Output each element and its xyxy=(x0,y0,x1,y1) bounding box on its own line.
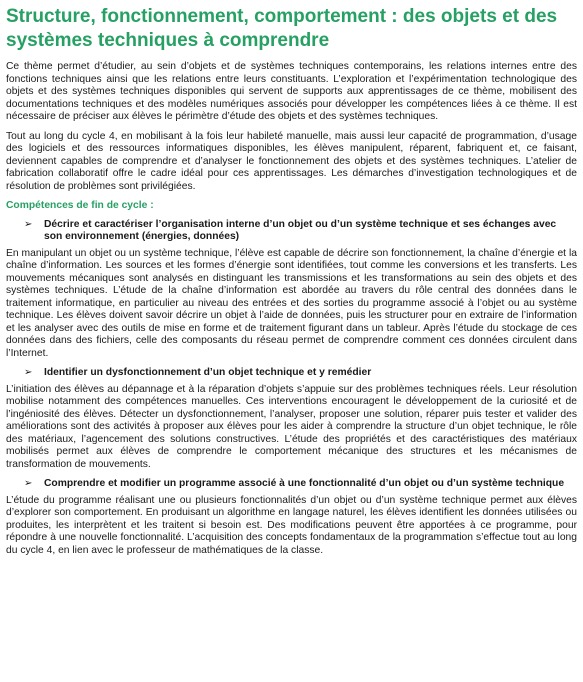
section-heading-3 xyxy=(6,478,577,491)
section-heading-text: Décrire et caractériser l’organisation interne d’un objet ou d’un système technique et ses échanges avec son environnement (énergies, données) xyxy=(44,218,557,242)
section-heading-2 xyxy=(6,367,577,380)
intro-paragraph-1: Ce thème permet d’étudier, au sein d’objets et de systèmes techniques contemporains, les relations internes entre des fonctions techniques ainsi que les relations entre leurs constituants. L’exploration et l’expérimentation technologique des objets et des systèmes techniques disponibles qui servent de supports aux apprentissages de ce thème, mobilisent des documentations techniques et des modèles numériques associés pour développer les compétences liées à ce thème. Il est nécessaire de préciser aux élèves le périmètre d’étude des objets et des systèmes techniques. xyxy=(6,61,577,122)
page-title: Structure, fonctionnement, comportement : des objets et des systèmes techniques à comprendre xyxy=(6,6,558,51)
arrow-bullet-icon: ➢ xyxy=(24,478,33,489)
intro-paragraph-2: Tout au long du cycle 4, en mobilisant à la fois leur habileté manuelle, mais aussi leur capacité de programmation, d’usage des logiciels et des ressources informatiques disponibles, les élèves manipulent, réparent, fabriquent et, ce faisant, deviennent capables de comprendre et d’analyser le fonctionnement des objets et des systèmes techniques. L’atelier de fabrication collaboratif offre le cadre idéal pour ces apprentissages. Les démarches d’investigation technologiques et de résolution de problèmes sont privilégiées. xyxy=(6,130,577,192)
section-heading-1 xyxy=(6,219,577,244)
section-body-1: En manipulant un objet ou un système technique, l’élève est capable de décrire son fonctionnement, la chaîne d’énergie et la chaîne d’information. Les sources et les formes d’énergie sont identifiées, tout comme les conversions et les transferts. Les mouvements mécaniques sont analysés en distinguant les transmissions et les transformations au sein des objets et des systèmes techniques. L’étude de la chaîne d’information est abordée au travers du rôle central des données dans le traitement informatique, en particulier au niveau des entrées et des sorties du programme associé à l’objet ou au système technique. Les élèves doivent savoir décrire un objet à l’aide de données, puis les structurer pour en extraire de l’information et les analyser avec des outils de mise en forme et de traitement figurant dans un tableur. Après l’étude du stockage de ces données dans des fichiers, celle des composants du réseau permet de comprendre comment ces données circulent dans l’Internet. xyxy=(6,247,577,359)
arrow-bullet-icon: ➢ xyxy=(24,218,33,230)
section-body-3: L’étude du programme réalisant une ou plusieurs fonctionnalités d’un objet ou d’un système technique permet aux élèves d’explorer son comportement. En produisant un algorithme en langage naturel, les élèves identifient les données utilisées ou produites, les interprètent et les traitent si besoin est. Des modifications peuvent être apportées à ce programme, pour répondre à une nouvelle fonctionnalité. L’acquisition des concepts fondamentaux de la programmation s’effectue tout au long du cycle 4, en lien avec le professeur de mathématiques de la classe. xyxy=(6,494,577,556)
section-heading-text: Identifier un dysfonctionnement d’un objet technique et y remédier xyxy=(44,367,372,378)
arrow-bullet-icon: ➢ xyxy=(24,367,33,378)
section-heading-text: Comprendre et modifier un programme associé à une fonctionnalité d’un objet ou d’un système technique xyxy=(44,478,565,489)
competences-heading: Compétences de fin de cycle : xyxy=(6,200,154,211)
section-body-2: L’initiation des élèves au dépannage et à la réparation d’objets s’appuie sur des problèmes techniques réels. Leur résolution mobilise notamment des compétences manuelles. Ces interventions encouragent le développement de la curiosité et de l’ingéniosité des élèves. Détecter un dysfonctionnement, l’analyser, proposer une solution, réparer puis tester et valider des améliorations sont des activités à proposer aux élèves pour les aider à comprendre la structure d’un objet technique, le rôle des matériaux, l’agencement des solutions constructives. L’étude des propriétés et des caractéristiques des matériaux mobilisés permet aux élèves de comprendre le comportement mécanique des structures et les mécanismes de transformation de mouvements. xyxy=(6,383,577,470)
